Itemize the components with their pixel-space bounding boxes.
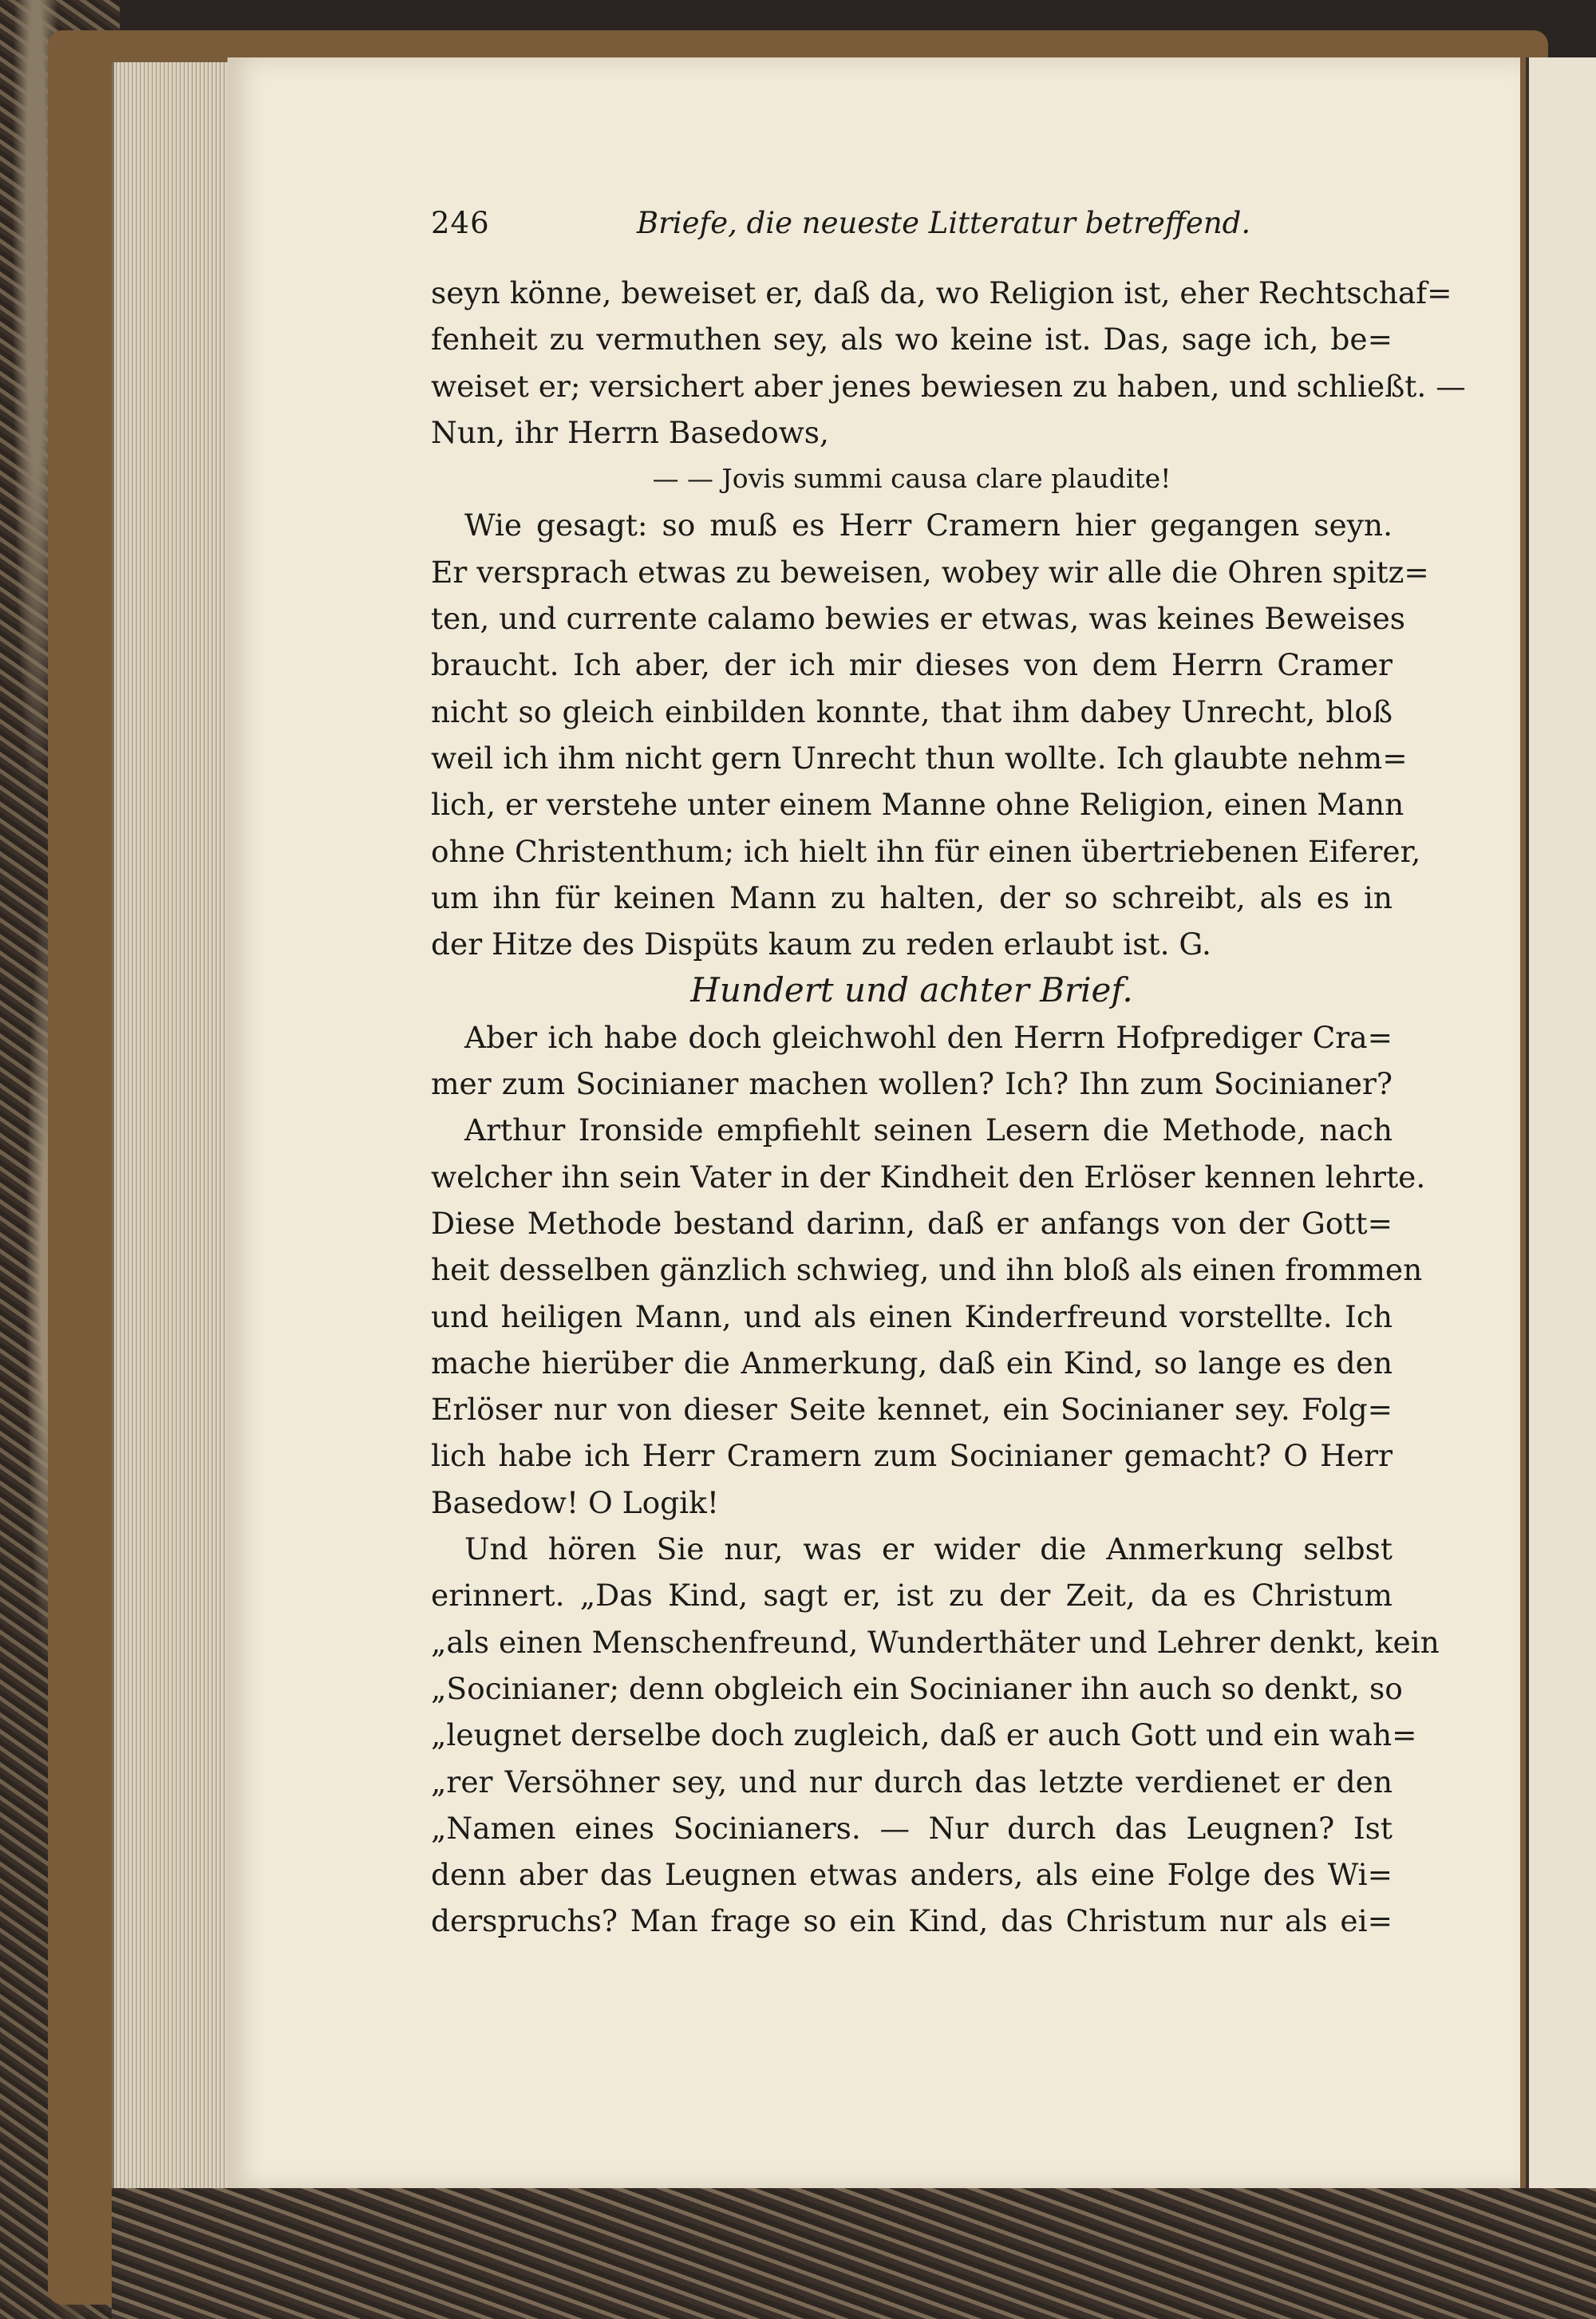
text-line: lich habe ich Herr Cramern zum Socinianer gemacht? O Herr — [431, 1438, 1393, 1474]
text-line: welcher ihn sein Vater in der Kindheit den Erlöser kennen lehrte. — [431, 1159, 1426, 1195]
text-line: seyn könne, beweiset er, daß da, wo Religion ist, eher Rechtschaf= — [431, 275, 1452, 310]
text-line: Arthur Ironside empfiehlt seinen Lesern die Methode, nach — [464, 1112, 1393, 1148]
text-line: weiset er; versichert aber jenes bewiesen zu haben, und schließt. — — [431, 368, 1466, 404]
text-line: der Hitze des Dispüts kaum zu reden erlaubt ist. G. — [431, 926, 1211, 962]
page-number: 246 — [431, 206, 490, 240]
text-line: mache hierüber die Anmerkung, daß ein Kind, so lange es den — [431, 1345, 1393, 1381]
text-line: Aber ich habe doch gleichwohl den Herrn Hofprediger Cra= — [464, 1019, 1393, 1055]
text-line: Basedow! O Logik! — [431, 1484, 719, 1520]
latin-quote: — — Jovis summi causa clare plaudite! — [652, 463, 1171, 495]
text-line: Er versprach etwas zu beweisen, wobey wir alle die Ohren spitz= — [431, 554, 1429, 590]
facing-page-edge — [1526, 57, 1596, 2188]
text-line: um ihn für keinen Mann zu halten, der so schreibt, als es in — [431, 879, 1393, 915]
text-line: lich, er verstehe unter einem Manne ohne Religion, einen Mann — [431, 787, 1404, 823]
text-line: weil ich ihm nicht gern Unrecht thun wollte. Ich glaubte nehm= — [431, 740, 1408, 776]
page-header — [431, 206, 1393, 270]
text-line: Und hören Sie nur, was er wider die Anmerkung selbst — [464, 1531, 1393, 1567]
text-line: derspruchs? Man frage so ein Kind, das Christum nur als ei= — [431, 1903, 1393, 1939]
text-line: Diese Methode bestand darinn, daß er anfangs von der Gott= — [431, 1205, 1393, 1241]
text-line: erinnert. „Das Kind, sagt er, ist zu der Zeit, da es Christum — [431, 1578, 1393, 1614]
text-line: nicht so gleich einbilden konnte, that ihm dabey Unrecht, bloß — [431, 693, 1393, 729]
text-line: ohne Christenthum; ich hielt ihn für einen übertriebenen Eiferer, — [431, 833, 1421, 869]
text-line: „leugnet derselbe doch zugleich, daß er auch Gott und ein wah= — [431, 1717, 1417, 1753]
marbled-bottom-edge — [112, 2188, 1596, 2319]
running-title: Briefe, die neueste Litteratur betreffend. — [636, 206, 1251, 240]
page-text — [431, 206, 1466, 1945]
text-line: ten, und currente calamo bewies er etwas, was keines Beweises — [431, 601, 1406, 637]
text-line: „rer Versöhner sey, und nur durch das letzte verdienet er den — [431, 1764, 1393, 1799]
text-line: mer zum Socinianer machen wollen? Ich? Ihn zum Socinianer? — [431, 1066, 1393, 1102]
text-line: denn aber das Leugnen etwas anders, als eine Folge des Wi= — [431, 1857, 1393, 1893]
text-line: „als einen Menschenfreund, Wunderthäter und Lehrer denkt, kein — [431, 1624, 1440, 1660]
text-line: „Namen eines Socinianers. — Nur durch das Leugnen? Ist — [431, 1810, 1393, 1846]
letter-heading: Hundert und achter Brief. — [690, 970, 1133, 1010]
text-line: Erlöser nur von dieser Seite kennet, ein Socinianer sey. Folg= — [431, 1392, 1393, 1428]
text-line: Wie gesagt: so muß es Herr Cramern hier gegangen seyn. — [464, 508, 1393, 543]
text-line: „Socinianer; denn obgleich ein Socinianer ihn auch so denkt, so — [431, 1670, 1403, 1706]
text-line: braucht. Ich aber, der ich mir dieses von dem Herrn Cramer — [431, 647, 1393, 683]
text-line: fenheit zu vermuthen sey, als wo keine ist. Das, sage ich, be= — [431, 322, 1393, 358]
page-edges — [112, 62, 234, 2189]
text-line: und heiligen Mann, und als einen Kinderfreund vorstellte. Ich — [431, 1298, 1393, 1334]
text-line: Nun, ihr Herrn Basedows, — [431, 414, 829, 450]
text-line: heit desselben gänzlich schwieg, und ihn bloß als einen frommen — [431, 1252, 1423, 1288]
